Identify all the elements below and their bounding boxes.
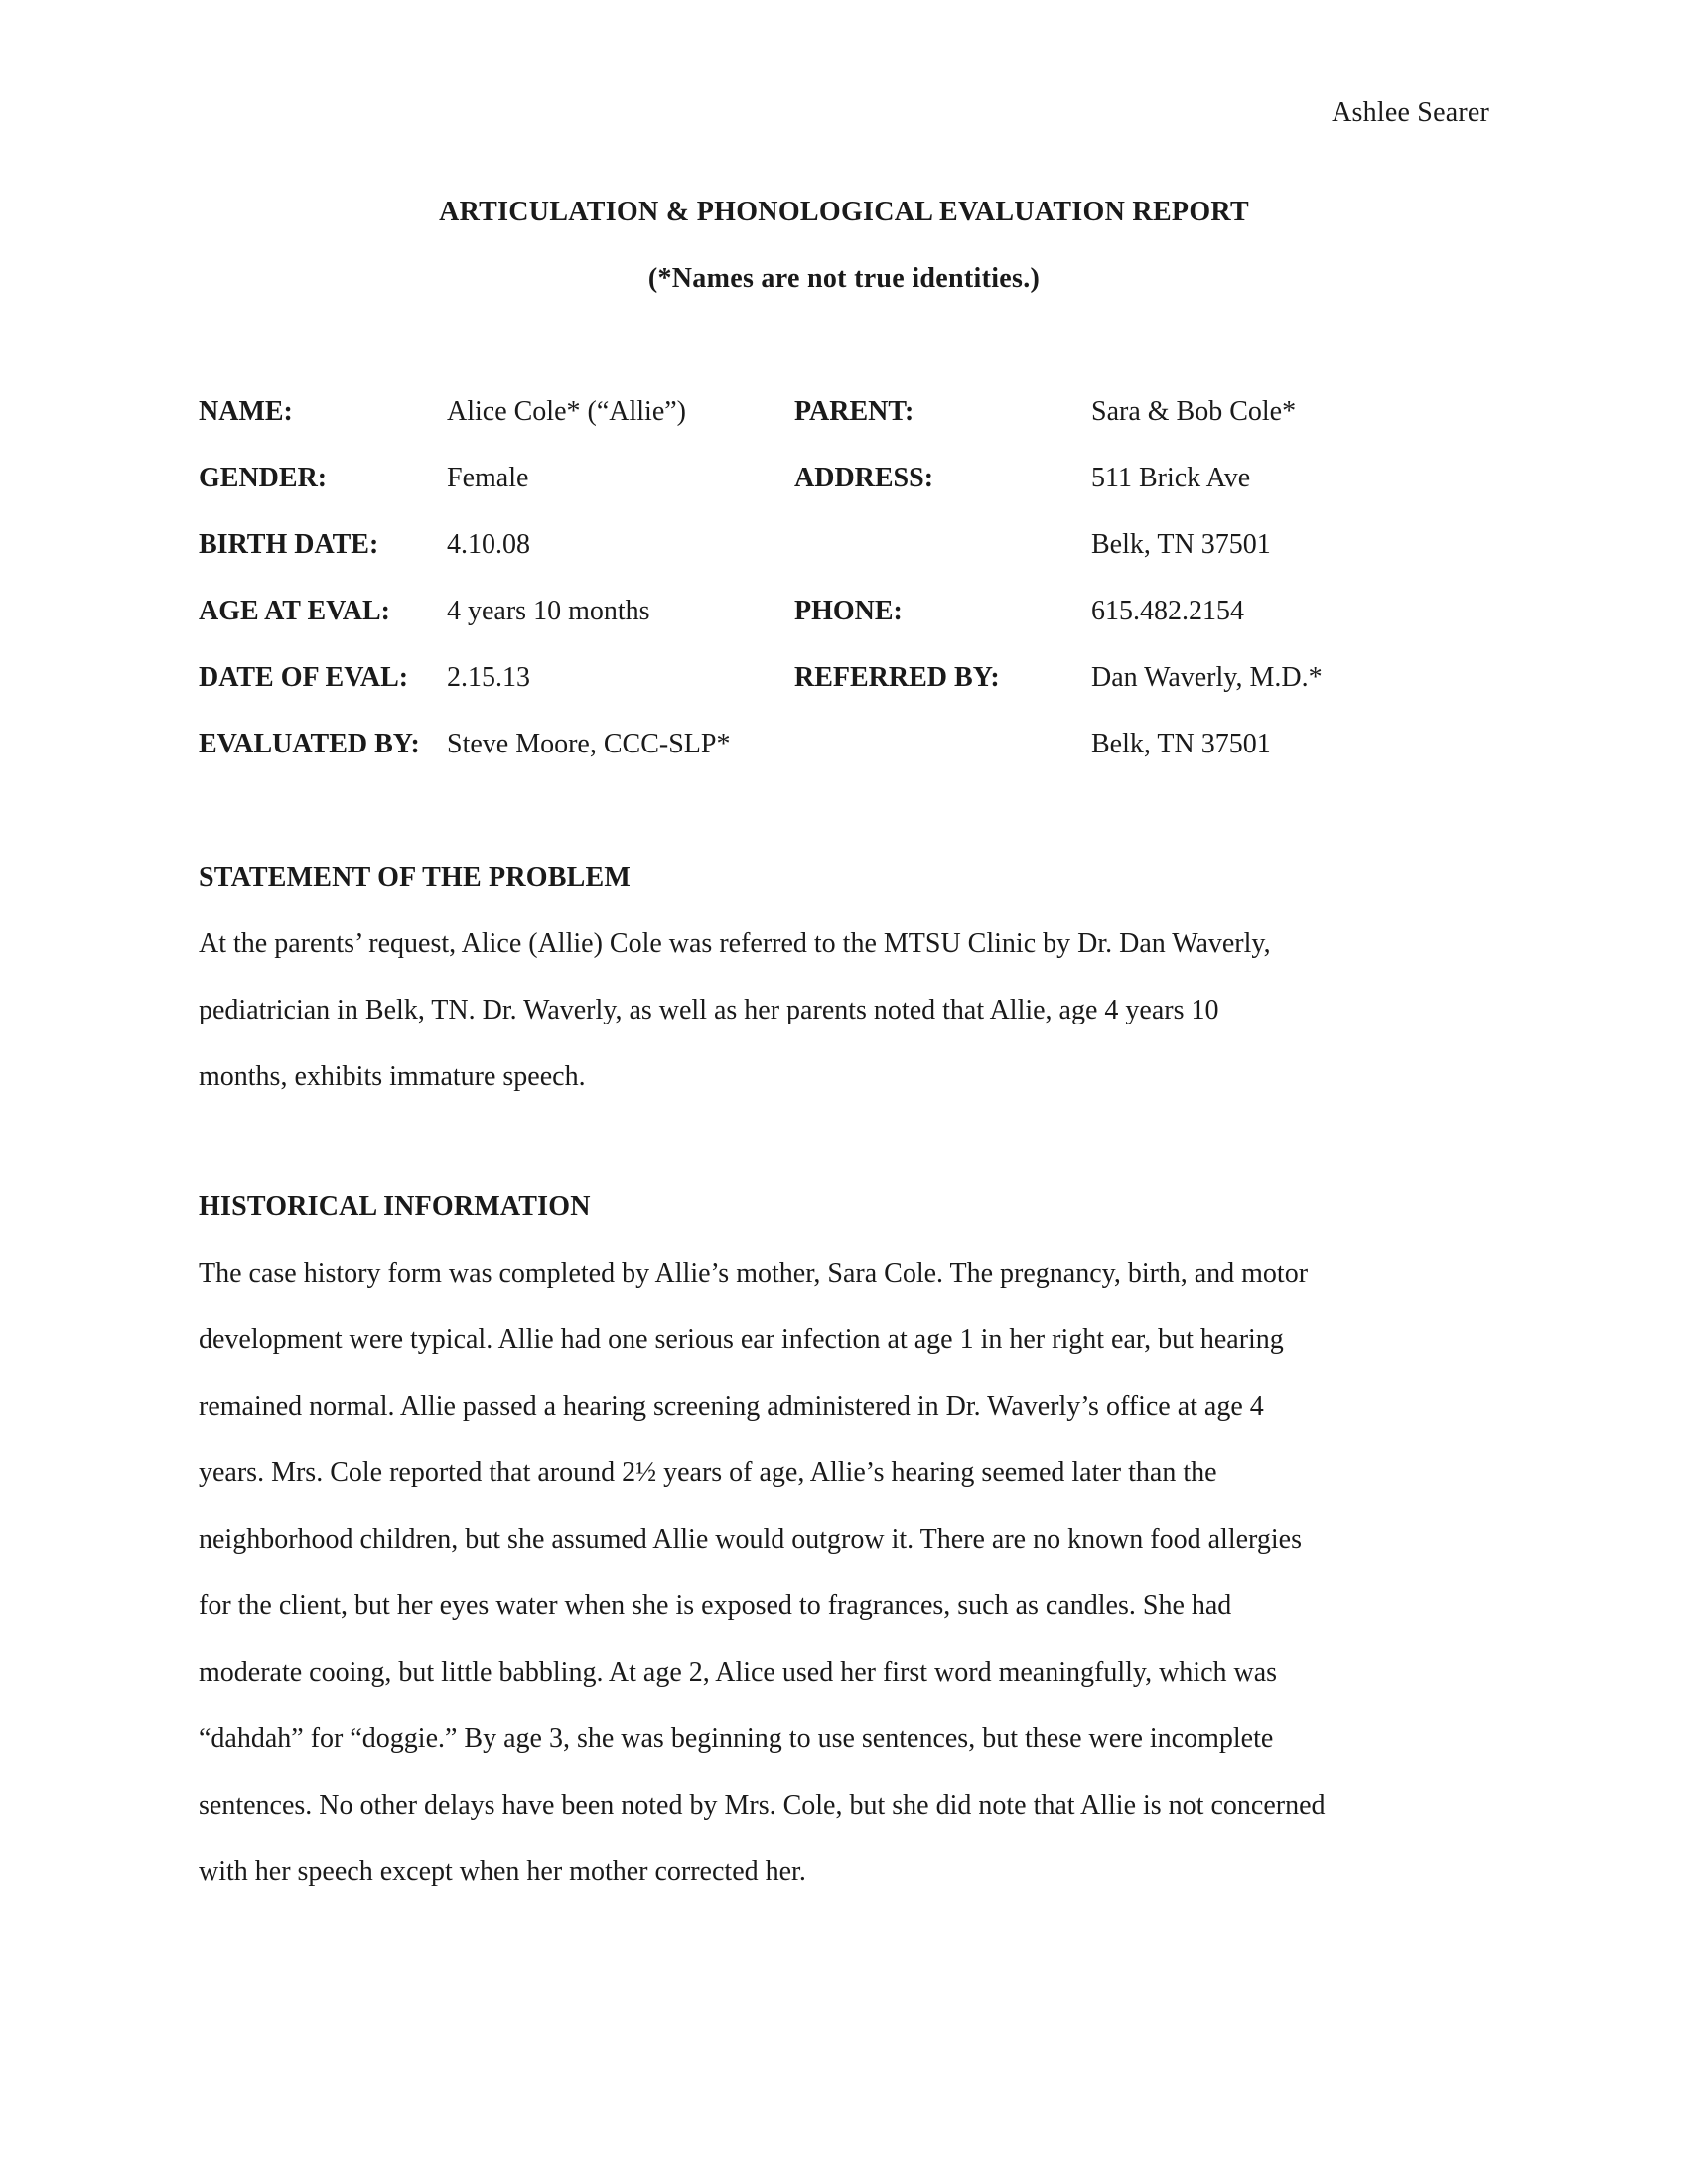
paragraph-line: “dahdah” for “doggie.” By age 3, she was beginning to use sentences, but these were incomplete bbox=[199, 1723, 1274, 1754]
problem-heading: STATEMENT OF THE PROBLEM bbox=[199, 862, 631, 892]
history-paragraph bbox=[199, 1240, 1489, 1905]
info-value: 4.10.08 bbox=[447, 529, 530, 560]
info-label: ADDRESS: bbox=[794, 463, 934, 493]
problem-paragraph bbox=[199, 910, 1489, 1110]
paragraph-line: with her speech except when her mother corrected her. bbox=[199, 1856, 806, 1887]
paragraph-line: sentences. No other delays have been noted by Mrs. Cole, but she did note that Allie is not concerned bbox=[199, 1790, 1326, 1821]
report-title: ARTICULATION & PHONOLOGICAL EVALUATION REPORT bbox=[439, 197, 1249, 227]
report-subtitle: (*Names are not true identities.) bbox=[647, 263, 1041, 294]
paragraph-line: pediatrician in Belk, TN. Dr. Waverly, as well as her parents noted that Allie, age 4 years 10 bbox=[199, 995, 1219, 1025]
info-label: NAME: bbox=[199, 396, 293, 427]
info-value: Alice Cole* (“Allie”) bbox=[447, 396, 687, 427]
info-value: Sara & Bob Cole* bbox=[1091, 396, 1297, 427]
info-value: Female bbox=[447, 463, 529, 493]
info-label: GENDER: bbox=[199, 463, 328, 493]
info-row-age bbox=[199, 594, 1489, 660]
info-row-gender bbox=[199, 461, 1489, 527]
info-label: PARENT: bbox=[794, 396, 914, 427]
info-label: AGE AT EVAL: bbox=[199, 596, 390, 626]
paragraph-line: development were typical. Allie had one serious ear infection at age 1 in her right ear, but hearing bbox=[199, 1324, 1284, 1355]
paragraph-line: remained normal. Allie passed a hearing screening administered in Dr. Waverly’s office at age 4 bbox=[199, 1391, 1264, 1422]
paragraph-line: moderate cooing, but little babbling. At age 2, Alice used her first word meaningfully, which was bbox=[199, 1657, 1278, 1688]
history-heading: HISTORICAL INFORMATION bbox=[199, 1191, 591, 1222]
info-label: BIRTH DATE: bbox=[199, 529, 379, 560]
info-value: Steve Moore, CCC-SLP* bbox=[447, 729, 731, 759]
info-value: 511 Brick Ave bbox=[1091, 463, 1251, 493]
paragraph-line: years. Mrs. Cole reported that around 2½ years of age, Allie’s hearing seemed later than the bbox=[199, 1457, 1217, 1488]
paragraph-line: The case history form was completed by Allie’s mother, Sara Cole. The pregnancy, birth, and motor bbox=[199, 1258, 1309, 1289]
info-value: Belk, TN 37501 bbox=[1091, 529, 1271, 560]
info-label: PHONE: bbox=[794, 596, 903, 626]
info-value: 2.15.13 bbox=[447, 662, 530, 693]
info-label: EVALUATED BY: bbox=[199, 729, 420, 759]
info-value: 615.482.2154 bbox=[1091, 596, 1244, 626]
paragraph-line: for the client, but her eyes water when she is exposed to fragrances, such as candles. She had bbox=[199, 1590, 1232, 1621]
info-value: 4 years 10 months bbox=[447, 596, 650, 626]
paragraph-line: At the parents’ request, Alice (Allie) Cole was referred to the MTSU Clinic by Dr. Dan Waverly, bbox=[199, 928, 1271, 959]
info-row-evaluator bbox=[199, 727, 1489, 793]
info-value: Belk, TN 37501 bbox=[1091, 729, 1271, 759]
patient-info-block bbox=[199, 394, 1489, 793]
paragraph-line: neighborhood children, but she assumed Allie would outgrow it. There are no known food allergies bbox=[199, 1524, 1302, 1555]
info-row-birth-date bbox=[199, 527, 1489, 594]
info-value: Dan Waverly, M.D.* bbox=[1091, 662, 1323, 693]
info-label: REFERRED BY: bbox=[794, 662, 1000, 693]
info-row-name bbox=[199, 394, 1489, 461]
info-row-eval-date bbox=[199, 660, 1489, 727]
info-label: DATE OF EVAL: bbox=[199, 662, 409, 693]
paragraph-line: months, exhibits immature speech. bbox=[199, 1061, 586, 1092]
author-name: Ashlee Searer bbox=[1332, 97, 1489, 128]
